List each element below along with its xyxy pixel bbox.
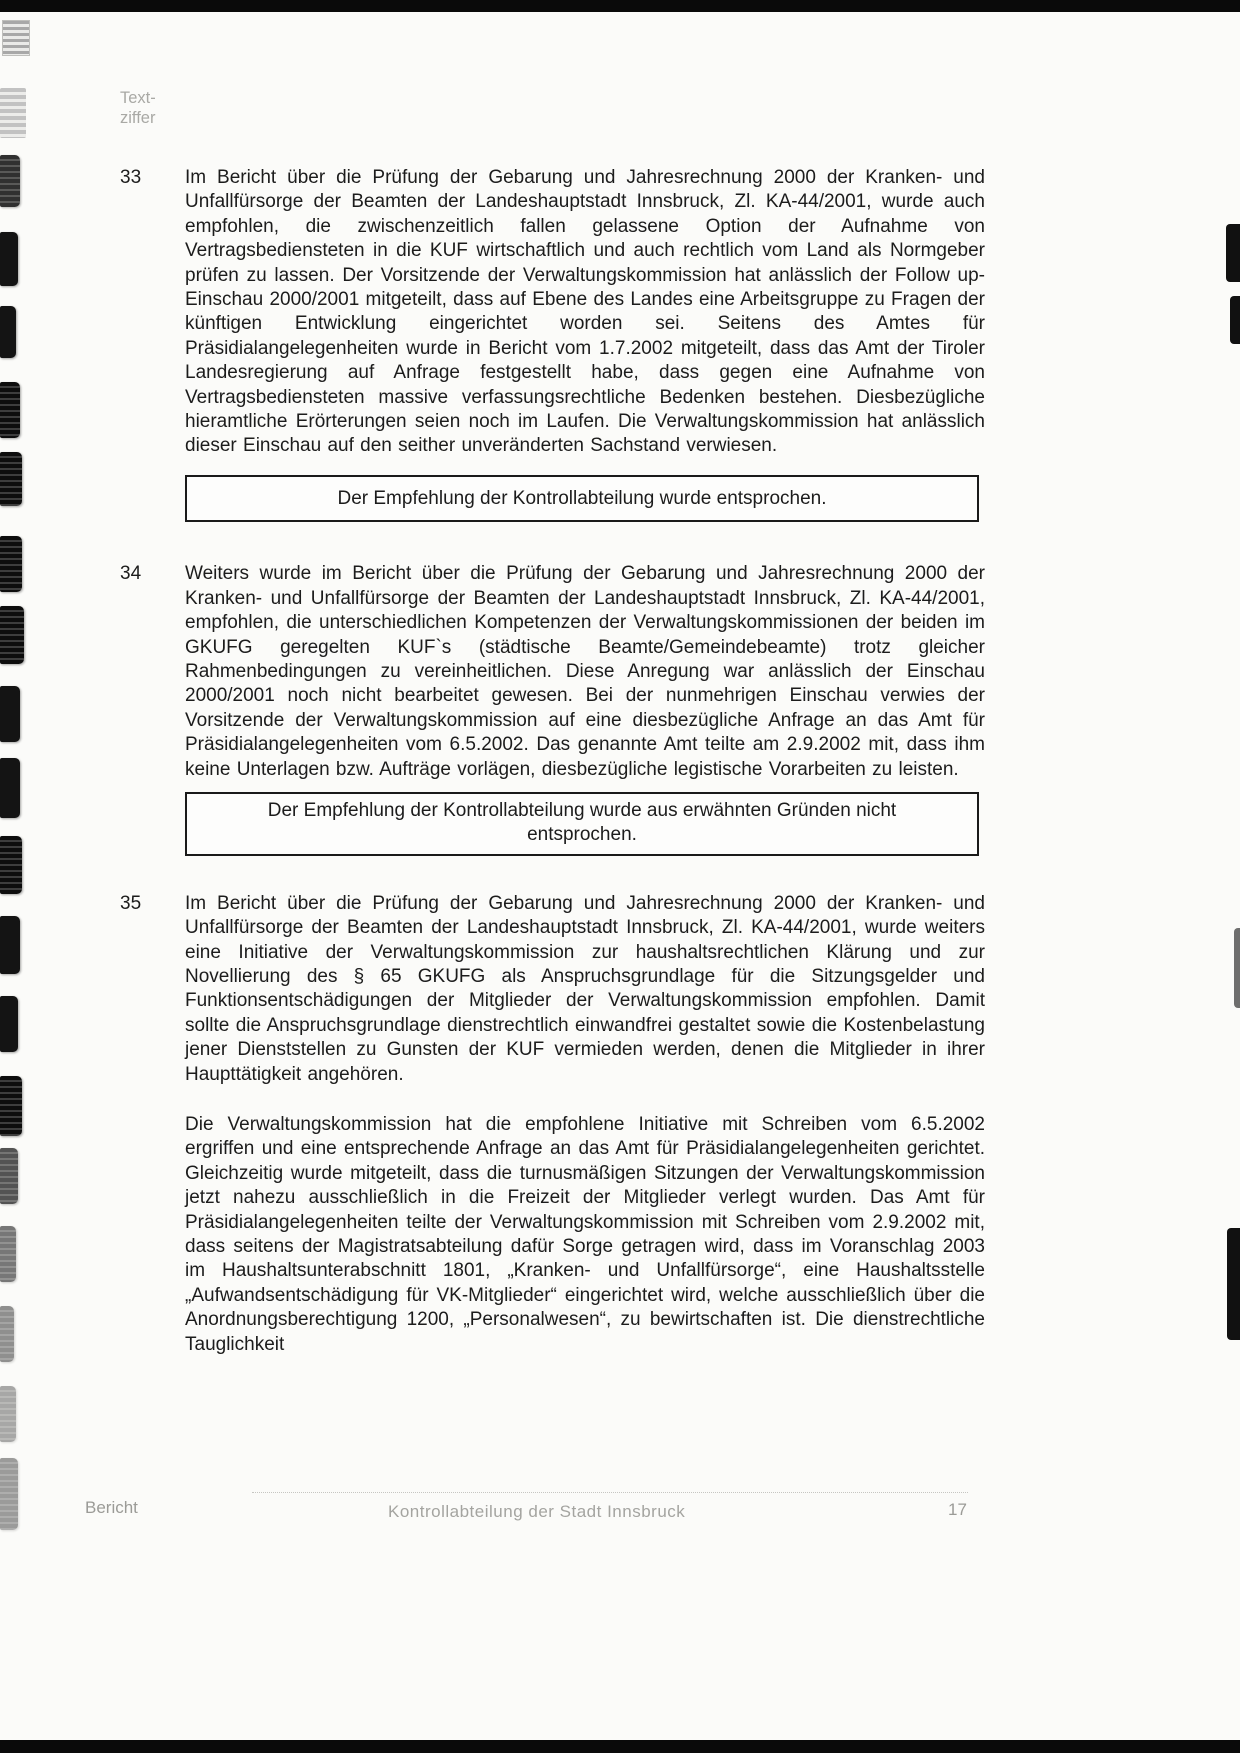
footer-report-label: Bericht (85, 1498, 138, 1517)
recommendation-box (185, 475, 979, 522)
page-footer (0, 1498, 1240, 1528)
column-header-line2: ziffer (120, 109, 156, 127)
section-body (185, 892, 985, 1357)
column-header-line1: Text- (120, 89, 156, 107)
scan-artifact-dotted-line (252, 1492, 968, 1493)
section-body (185, 562, 985, 891)
section-body (185, 166, 985, 562)
section-33 (120, 166, 1185, 562)
paragraph: Im Bericht über die Prüfung der Gebarung und Jahresrechnung 2000 der Kranken- und Unfallfürsorge der Beamten der Landeshauptstadt Innsbruck, Zl. KA-44/2001, wurde weiters eine Initiative der Verwaltungskommission zur haushaltsrechtlichen Klärung und zur Novellierung des § 65 GKUFG als Anspruchsgrundlage für die Sitzungsgelder und Funktionsentschädigungen der Mitglieder der Verwaltungskommission empfohlen. Damit sollte die Anspruchsgrundlage dienstrechtlich einwandfrei gestaltet sowie die Kostenbelastung jener Dienststellen zu Gunsten der KUF vermieden werden, denen die Mitglieder in ihrer Haupttätigkeit angehören. (185, 892, 985, 1085)
recommendation-text: Der Empfehlung der Kontrollabteilung wurde aus erwähnten Gründen nicht entsprochen. (267, 799, 897, 846)
recommendation-text: Der Empfehlung der Kontrollabteilung wurde entsprochen. (337, 487, 827, 509)
textziffer-number: 33 (120, 167, 142, 188)
paragraph: Weiters wurde im Bericht über die Prüfung der Gebarung und Jahresrechnung 2000 der Kranken- und Unfallfürsorge der Beamten der Landeshauptstadt Innsbruck, Zl. KA-44/2001, empfohlen, die unterschiedlichen Kompetenzen der Verwaltungskommissionen der beiden im GKUFG geregelten KUF`s (städtische Beamte/Gemeindebeamte) trotz gleicher Rahmenbedingungen zu vereinheitlichen. Diese Anregung war anlässlich der Einschau 2000/2001 noch nicht bearbeitet gewesen. Bei der nunmehrigen Einschau verwies der Vorsitzende der Verwaltungskommission auf eine diesbezügliche Anfrage an das Amt für Präsidialangelegenheiten vom 6.5.2002. Das genannte Amt teilte am 2.9.2002 mit, dass ihm keine Unterlagen bzw. Aufträge vorlägen, diesbezügliche legistische Vorarbeiten zu leisten. (185, 563, 985, 780)
footer-page-number: 17 (948, 1500, 967, 1519)
textziffer-number: 34 (120, 563, 142, 585)
paragraph: Im Bericht über die Prüfung der Gebarung und Jahresrechnung 2000 der Kranken- und Unfallfürsorge der Beamten der Landeshauptstadt Innsbruck, Zl. KA-44/2001, wurde auch empfohlen, die zwischenzeitlich fallen gelassene Option der Aufnahme von Vertragsbediensteten in die KUF wirtschaftlich und auch rechtlich vom Land als Normgeber prüfen zu lassen. Der Vorsitzende der Verwaltungskommission hat anlässlich der Follow up-Einschau 2000/2001 mitgeteilt, dass auf Ebene des Landes eine Arbeitsgruppe zu Fragen der künftigen Entwicklung eingerichtet worden sei. Seitens des Amtes für Präsidialangelegenheiten wurde in Bericht vom 1.7.2002 mitgeteilt, dass das Amt der Tiroler Landesregierung auf Anfrage festgestellt habe, dass gegen eine Aufnahme von Vertragsbediensteten massive verfassungsrechtliche Bedenken bestehen. Diesbezügliche hieramtliche Erörterungen seien noch im Laufen. Die Verwaltungskommission hat anlässlich dieser Einschau auf den seither unveränderten Sachstand verwiesen. (185, 167, 985, 457)
section-35 (120, 892, 1185, 1357)
scan-artifact-bottom-bar (0, 1740, 1240, 1753)
column-header-textziffer (120, 88, 1185, 128)
paragraph: Die Verwaltungskommission hat die empfohlene Initiative mit Schreiben vom 6.5.2002 ergriffen und eine entsprechende Anfrage an das Amt für Präsidialangelegenheiten gerichtet. Gleichzeitig wurde mitgeteilt, dass die turnusmäßigen Sitzungen der Verwaltungskommission jetzt nahezu ausschließlich in die Freizeit der Mitglieder verlegt wurden. Das Amt für Präsidialangelegenheiten teilte der Verwaltungskommission mit Schreiben vom 2.9.2002 mit, dass seitens der Magistratsabteilung dafür Sorge getragen wird, dass im Voranschlag 2003 im Haushaltsunterabschnitt 1801, „Kranken- und Unfallfürsorge“, eine Haushaltsstelle „Aufwandsentschädigung für VK-Mitglieder“ eingerichtet wird, welche ausschließlich über die Anordnungsberechtigung 1200, „Personalwesen“, zu bewirtschaften ist. Die dienstrechtliche Tauglichkeit (185, 1114, 985, 1355)
recommendation-box (185, 792, 979, 856)
textziffer-number: 35 (120, 892, 142, 914)
binding-mark (0, 1386, 16, 1442)
footer-department-label: Kontrollabteilung der Stadt Innsbruck (388, 1502, 686, 1521)
section-34 (120, 562, 1185, 891)
